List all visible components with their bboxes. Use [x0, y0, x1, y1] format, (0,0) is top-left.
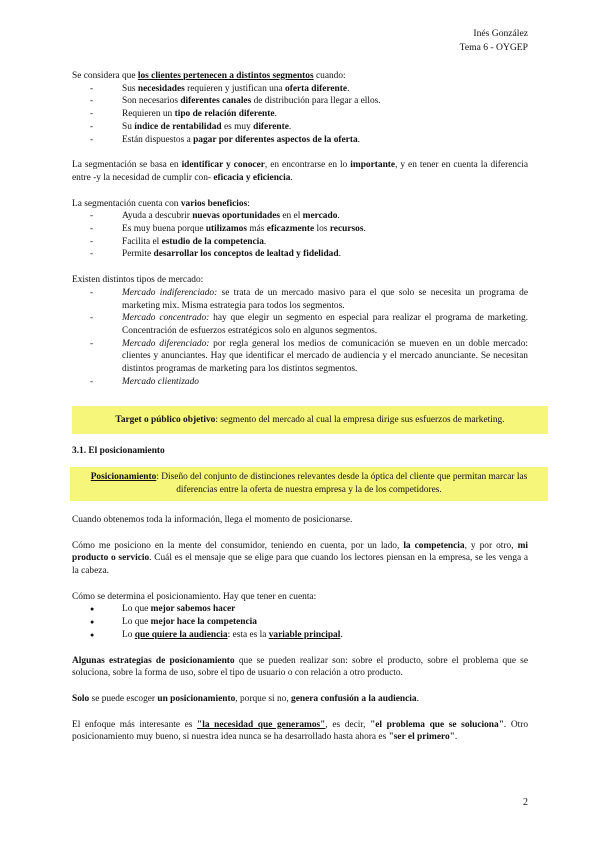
- target-definition-box: Target o público objetivo: segmento del mercado al cual la empresa dirige sus esfuerzos de marketing.: [72, 406, 548, 434]
- page-number: 2: [523, 797, 528, 808]
- segments-criteria-list: [72, 83, 528, 147]
- list-item: ● Lo que mejor sabemos hacer: [72, 603, 528, 616]
- list-item: - Ayuda a descubrir nuevas oportunidades en el mercado.: [72, 210, 528, 223]
- document-body: [72, 70, 528, 744]
- list-item: ● Lo que quiere la audiencia: esta es la variable principal.: [72, 629, 528, 642]
- list-item: - Son necesarios diferentes canales de distribución para llegar a ellos.: [72, 95, 528, 108]
- list-item: - Sus necesidades requieren y justifican una oferta diferente.: [72, 83, 528, 96]
- determine-intro: Cómo se determina el posicionamiento. Hay que tener en cuenta:: [72, 591, 317, 602]
- list-item: - Mercado clientizado: [72, 376, 528, 389]
- header-author: Inés González: [473, 28, 528, 39]
- list-item: - Están dispuestos a pagar por diferentes aspectos de la oferta.: [72, 134, 528, 147]
- positioning-definition-box: Posicionamiento: Diseño del conjunto de distinciones relevantes desde la óptica del cliente que permitan marcar las diferencias entre la oferta de nuestra empresa y la de los competidores.: [70, 467, 548, 501]
- market-types-intro: Existen distintos tipos de mercado:: [72, 275, 204, 286]
- approach-paragraph: El enfoque más interesante es "la necesidad que generamos", es decir, "el problema que se soluciona". Otro posicionamiento muy bueno, si nuestra idea nunca se ha desarrollado hasta ahora es "ser el primero".: [72, 719, 529, 743]
- list-item: ● Lo que mejor hace la competencia: [72, 616, 528, 629]
- strategies-paragraph: Algunas estrategias de posicionamiento que se pueden realizar son: sobre el producto, sobre el problema que se soluciona, sobre la forma de uso, sobre el tipo de usuario o con relación a otro producto.: [72, 655, 528, 679]
- list-item: - Mercado indiferenciado: se trata de un mercado masivo para el que solo se necesita un programa de marketing mix. Misma estrategia para todos los segmentos.: [72, 287, 528, 312]
- page-header: [460, 27, 528, 55]
- market-types-list: [72, 287, 528, 389]
- positioning-mind-paragraph: Cómo me posiciono en la mente del consumidor, teniendo en cuenta, por un lado, la competencia, y por otro, mi producto o servicio. Cuál es el mensaje que se elige para que cuando los lectores piensan en la empresa, se les venga a la cabeza.: [72, 540, 528, 576]
- determine-list: [72, 603, 528, 641]
- section-title: 3.1. El posicionamiento: [72, 446, 165, 457]
- info-paragraph: Cuando obtenemos toda la información, llega el momento de posicionarse.: [72, 514, 353, 525]
- list-item: - Requieren un tipo de relación diferente.: [72, 108, 528, 121]
- benefits-list: [72, 210, 528, 261]
- list-item: - Facilita el estudio de la competencia.: [72, 236, 528, 249]
- list-item: - Permite desarrollar los conceptos de lealtad y fidelidad.: [72, 248, 528, 261]
- positioning-term: Posicionamiento: [90, 471, 157, 482]
- segments-intro-emphasis: los clientes pertenecen a distintos segmentos: [137, 71, 314, 81]
- single-positioning-paragraph: Solo se puede escoger un posicionamiento, porque si no, genera confusión a la audiencia.: [72, 693, 419, 704]
- segmentation-paragraph: La segmentación se basa en identificar y conocer, en encontrarse en lo importante, y en tener en cuenta la diferencia entre -y la necesidad de cumplir con- eficacia y eficiencia.: [72, 160, 528, 183]
- list-item: - Su índice de rentabilidad es muy diferente.: [72, 121, 528, 134]
- target-term: Target o público objetivo: [115, 415, 216, 426]
- benefits-intro: La segmentación cuenta con varios beneficios:: [72, 198, 250, 209]
- header-topic: Tema 6 - OYGEP: [459, 42, 528, 53]
- list-item: - Mercado diferenciado: por regla general los medios de comunicación se mueven en un doble mercado: clientes y anunciantes. Hay que identificar el mercado de audiencia y el mercado anunciante. Se necesitan distintos programas de marketing para los distintos segmentos.: [72, 338, 528, 376]
- segments-intro: Se considera que los clientes pertenecen a distintos segmentos cuando:: [72, 71, 346, 81]
- list-item: - Mercado concentrado: hay que elegir un segmento en especial para realizar el programa de marketing. Concentración de esfuerzos estratégicos solo en algunos segmentos.: [72, 312, 528, 337]
- list-item: - Es muy buena porque utilizamos más eficazmente los recursos.: [72, 223, 528, 236]
